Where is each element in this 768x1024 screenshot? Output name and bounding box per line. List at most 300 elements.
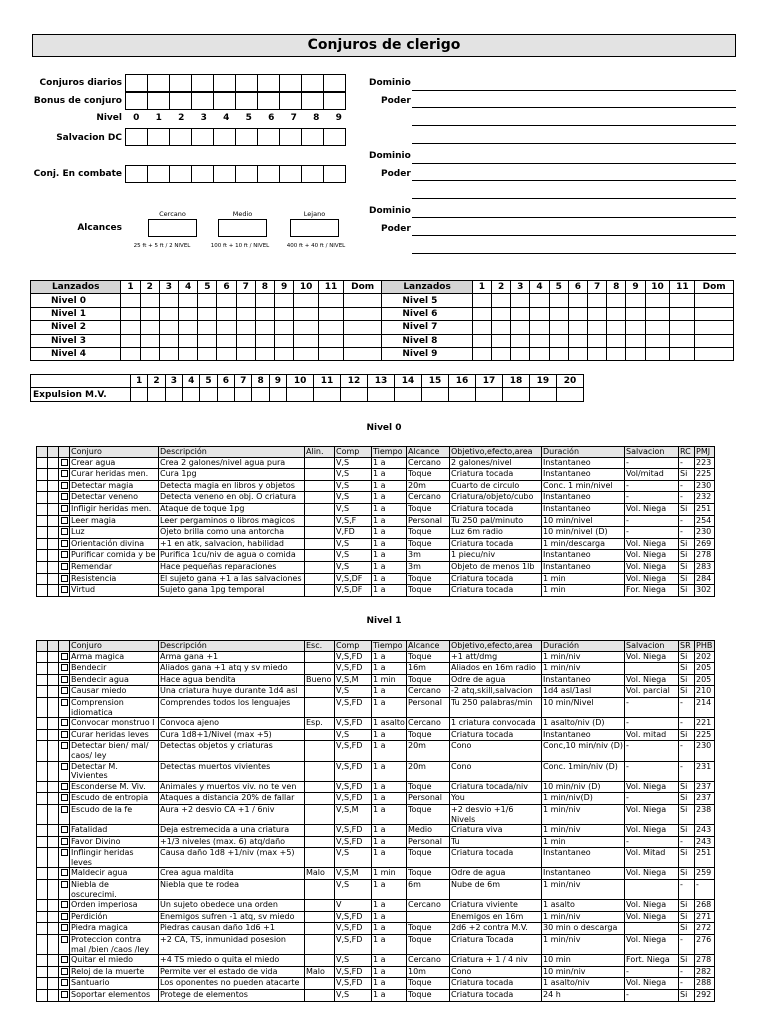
expulsion-col-header: 12 — [341, 375, 368, 388]
lanzados-cell[interactable] — [670, 321, 695, 334]
spell-cell: Criatura tocada — [450, 978, 542, 990]
lanzados-cell[interactable] — [121, 347, 140, 360]
spell-cell: Cura 1pg — [159, 469, 305, 481]
spell-cell: Enemigos en 16m — [450, 911, 542, 923]
spell-cell: 1 a — [372, 741, 407, 761]
spell-checkbox[interactable] — [61, 881, 68, 888]
spell-cell: Instantaneo — [542, 674, 625, 686]
lanzados-cell[interactable] — [275, 321, 294, 334]
expulsion-cell[interactable] — [341, 388, 368, 401]
spell-checkbox[interactable] — [61, 676, 68, 683]
spell-cell: 278 — [695, 955, 715, 967]
spell-cell: 10 min/Nivel — [542, 697, 625, 717]
lanzados-cell[interactable] — [198, 347, 217, 360]
lanzados-cell[interactable] — [472, 307, 491, 320]
spell-checkbox[interactable] — [61, 575, 68, 582]
lanzados-cell[interactable] — [275, 347, 294, 360]
expulsion-cell[interactable] — [529, 388, 556, 401]
lanzados-col-header: 11 — [670, 281, 695, 294]
spell-cell: Toque — [407, 978, 450, 990]
lanzados-cell[interactable] — [511, 347, 530, 360]
lanzados-cell[interactable] — [645, 294, 670, 307]
spell-cell: Cura 1d8+1/Nivel (max +5) — [159, 729, 305, 741]
spell-cell: Si — [679, 804, 695, 824]
spell-checkbox[interactable] — [61, 742, 68, 749]
expulsion-cell[interactable] — [269, 388, 286, 401]
lanzados-cell[interactable] — [198, 307, 217, 320]
lanzados-cell[interactable] — [511, 321, 530, 334]
spell-cell: Toque — [407, 923, 450, 935]
spell-cell: Piedras causan daño 1d6 +1 — [159, 923, 305, 935]
lanzados-cell[interactable] — [695, 321, 734, 334]
dominio-line-1[interactable] — [412, 90, 736, 91]
spell-cell: Vol. Mitad — [625, 848, 679, 868]
spell-cell: Aliados gana +1 atq y sv miedo — [159, 663, 305, 675]
lanzados-cell[interactable] — [645, 347, 670, 360]
lanzados-cell[interactable] — [294, 294, 319, 307]
spell-blank — [37, 651, 48, 663]
lanzados-cell[interactable] — [695, 334, 734, 347]
spell-cell — [305, 923, 335, 935]
poder-line-3a[interactable] — [412, 235, 736, 236]
spell-blank — [37, 781, 48, 793]
spell-cell: V,S — [335, 686, 372, 698]
spell-checkbox[interactable] — [61, 517, 68, 524]
spell-blank — [48, 900, 59, 912]
spell-cell: Toque — [407, 573, 450, 585]
spell-checkbox[interactable] — [61, 901, 68, 908]
spell-cell: 1 criatura convocada — [450, 718, 542, 730]
spell-blank — [37, 527, 48, 539]
spell-checkbox[interactable] — [61, 699, 68, 706]
lanzados-row — [31, 334, 734, 347]
spell-checkbox[interactable] — [61, 653, 68, 660]
spell-blank — [37, 492, 48, 504]
expulsion-cell[interactable] — [148, 388, 165, 401]
spell-blank — [37, 868, 48, 880]
spell-row — [37, 718, 715, 730]
spell-cell: Curar heridas leves — [70, 729, 159, 741]
lanzados-cell[interactable] — [319, 321, 344, 334]
spell-checkbox[interactable] — [61, 924, 68, 931]
lanzados-cell[interactable] — [159, 321, 178, 334]
lanzados-cell[interactable] — [491, 347, 510, 360]
lanzados-cell[interactable] — [607, 334, 626, 347]
lanzados-cell[interactable] — [472, 334, 491, 347]
spell-checkbox[interactable] — [61, 838, 68, 845]
spell-checkbox[interactable] — [61, 551, 68, 558]
lanzados-cell[interactable] — [198, 294, 217, 307]
lanzados-cell[interactable] — [140, 334, 159, 347]
lanzados-cell[interactable] — [568, 347, 587, 360]
spell-cell: Proteccion contra mal /bien /caos /ley — [70, 935, 159, 955]
spell-cell: Perdición — [70, 911, 159, 923]
lanzados-cell[interactable] — [159, 347, 178, 360]
expulsion-col-header: 8 — [252, 375, 269, 388]
poder-line-1a[interactable] — [412, 107, 736, 108]
expulsion-col-header: 17 — [475, 375, 502, 388]
spell-cell: Hace pequeñas reparaciones — [159, 561, 305, 573]
lanzados-cell[interactable] — [217, 347, 236, 360]
spell-checkbox[interactable] — [61, 794, 68, 801]
spell-cell: 1 a — [372, 573, 407, 585]
spell-checkbox[interactable] — [61, 482, 68, 489]
spell-checkbox-cell — [59, 651, 70, 663]
lanzados-cell[interactable] — [472, 347, 491, 360]
spell-row — [37, 457, 715, 469]
spell-cell: 1 min/niv — [542, 935, 625, 955]
spell-cell: Animales y muertos viv. no te ven — [159, 781, 305, 793]
lanzados-cell[interactable] — [588, 334, 607, 347]
spell-checkbox[interactable] — [61, 913, 68, 920]
lanzados-cell[interactable] — [236, 347, 255, 360]
spell-checkbox[interactable] — [61, 687, 68, 694]
expulsion-corner — [31, 375, 131, 388]
lanzados-cell[interactable] — [179, 334, 198, 347]
spell-cell — [305, 935, 335, 955]
spell-cell — [305, 697, 335, 717]
expulsion-cell[interactable] — [287, 388, 314, 401]
lanzados-cell[interactable] — [491, 334, 510, 347]
lanzados-cell[interactable] — [695, 294, 734, 307]
spell-cell: 1 a — [372, 900, 407, 912]
spell-cell: Detectar bien/ mal/ caos/ ley — [70, 741, 159, 761]
expulsion-cell[interactable] — [200, 388, 217, 401]
header-blank — [59, 447, 70, 458]
lanzados-cell[interactable] — [159, 307, 178, 320]
lanzados-cell[interactable] — [121, 307, 140, 320]
lanzados-cell[interactable] — [319, 307, 344, 320]
salvacion-cells[interactable] — [125, 128, 346, 146]
spell-cell: Si — [679, 848, 695, 868]
spell-cell: Si — [679, 663, 695, 675]
lanzados-cell[interactable] — [294, 307, 319, 320]
lanzados-cell[interactable] — [491, 307, 510, 320]
expulsion-cell[interactable] — [217, 388, 234, 401]
lanzados-cell[interactable] — [645, 334, 670, 347]
lanzados-cell[interactable] — [626, 321, 645, 334]
lanzados-cell[interactable] — [626, 294, 645, 307]
lanzados-cell[interactable] — [670, 334, 695, 347]
expulsion-cell[interactable] — [183, 388, 200, 401]
lanzados-cell[interactable] — [472, 294, 491, 307]
lanzados-cell[interactable] — [568, 294, 587, 307]
lanzados-cell[interactable] — [343, 307, 381, 320]
lanzados-cell[interactable] — [588, 321, 607, 334]
poder-line-2a[interactable] — [412, 180, 736, 181]
lanzados-cell[interactable] — [568, 334, 587, 347]
lanzados-cell[interactable] — [530, 307, 549, 320]
spell-cell: Criatura tocada — [450, 573, 542, 585]
lanzados-cell[interactable] — [549, 294, 568, 307]
lanzados-cell[interactable] — [530, 294, 549, 307]
poder-line-1c[interactable] — [412, 143, 736, 144]
spell-checkbox[interactable] — [61, 826, 68, 833]
spell-cell: Criatura tocada — [450, 538, 542, 550]
lanzados-cell[interactable] — [588, 307, 607, 320]
lanzados-cell[interactable] — [343, 334, 381, 347]
lanzados-cell[interactable] — [255, 294, 274, 307]
lanzados-cell[interactable] — [179, 347, 198, 360]
spell-checkbox-cell — [59, 663, 70, 675]
range-cercano-box[interactable] — [148, 219, 197, 237]
lanzados-cell[interactable] — [645, 321, 670, 334]
lanzados-cell[interactable] — [255, 347, 274, 360]
spell-checkbox[interactable] — [61, 936, 68, 943]
spell-checkbox[interactable] — [61, 763, 68, 770]
spell-cell: - — [625, 990, 679, 1002]
spell-cell: 1 a — [372, 527, 407, 539]
spell-cell: 16m — [407, 663, 450, 675]
lanzados-cell[interactable] — [670, 347, 695, 360]
spell-cell: Malo — [305, 868, 335, 880]
lanzados-cell[interactable] — [121, 294, 140, 307]
lanzados-cell[interactable] — [236, 294, 255, 307]
spell-blank — [48, 741, 59, 761]
range-lejano-box[interactable] — [290, 219, 339, 237]
spell-checkbox[interactable] — [61, 979, 68, 986]
lanzados-cell[interactable] — [670, 294, 695, 307]
lanzados-cell[interactable] — [140, 294, 159, 307]
expulsion-cell[interactable] — [556, 388, 583, 401]
lanzados-cell[interactable] — [217, 321, 236, 334]
spell-checkbox[interactable] — [61, 968, 68, 975]
expulsion-cell[interactable] — [131, 388, 148, 401]
lanzados-cell[interactable] — [491, 294, 510, 307]
lanzados-cell[interactable] — [626, 334, 645, 347]
spell-blank — [37, 573, 48, 585]
lanzados-cell[interactable] — [179, 321, 198, 334]
lanzados-cell[interactable] — [343, 321, 381, 334]
poder-line-3b[interactable] — [412, 253, 736, 254]
spell-cell: V,S — [335, 457, 372, 469]
bonus-cells[interactable] — [125, 92, 346, 110]
spell-cell: 1 asalto — [542, 900, 625, 912]
spell-checkbox[interactable] — [61, 731, 68, 738]
spell-checkbox[interactable] — [61, 869, 68, 876]
lanzados-cell[interactable] — [255, 307, 274, 320]
expulsion-cell[interactable] — [422, 388, 449, 401]
lanzados-cell[interactable] — [511, 307, 530, 320]
expulsion-cell[interactable] — [502, 388, 529, 401]
spell-cell — [305, 527, 335, 539]
lanzados-row — [31, 307, 734, 320]
lanzados-cell[interactable] — [568, 321, 587, 334]
lanzados-cell[interactable] — [294, 321, 319, 334]
spell-cell: 1 a — [372, 457, 407, 469]
lanzados-cell[interactable] — [530, 334, 549, 347]
spell-checkbox[interactable] — [61, 783, 68, 790]
expulsion-cell[interactable] — [395, 388, 422, 401]
expulsion-cell[interactable] — [475, 388, 502, 401]
range-medio-box[interactable] — [218, 219, 267, 237]
lanzados-cell[interactable] — [511, 334, 530, 347]
spell-checkbox[interactable] — [61, 505, 68, 512]
spell-cell: 2d6 +2 contra M.V. — [450, 923, 542, 935]
lanzados-cell[interactable] — [549, 347, 568, 360]
lanzados-cell[interactable] — [530, 347, 549, 360]
lanzados-cell[interactable] — [217, 334, 236, 347]
spell-cell: Toque — [407, 848, 450, 868]
lanzados-cell[interactable] — [607, 307, 626, 320]
lanzados-cell[interactable] — [275, 307, 294, 320]
spell-row — [37, 966, 715, 978]
spell-cell: Instantaneo — [542, 469, 625, 481]
spell-checkbox[interactable] — [61, 806, 68, 813]
spell-cell: - — [625, 836, 679, 848]
expulsion-cell[interactable] — [449, 388, 476, 401]
lanzados-cell[interactable] — [159, 294, 178, 307]
lanzados-cell[interactable] — [121, 321, 140, 334]
spell-blank — [48, 651, 59, 663]
spell-cell: 1 a — [372, 651, 407, 663]
spell-cell: 243 — [695, 836, 715, 848]
lanzados-cell[interactable] — [140, 347, 159, 360]
spell-cell: Si — [679, 550, 695, 562]
dominio-line-2[interactable] — [412, 163, 736, 164]
spell-cell: 243 — [695, 825, 715, 837]
lanzados-cell[interactable] — [607, 347, 626, 360]
lanzados-cell[interactable] — [275, 334, 294, 347]
spell-cell: Leer pergaminos o libros magicos — [159, 515, 305, 527]
lanzados-cell[interactable] — [255, 321, 274, 334]
spell-checkbox[interactable] — [61, 528, 68, 535]
spell-checkbox[interactable] — [61, 459, 68, 466]
poder-line-2b[interactable] — [412, 198, 736, 199]
spell-blank — [48, 585, 59, 597]
spell-checkbox[interactable] — [61, 540, 68, 547]
spell-cell: 20m — [407, 761, 450, 781]
expulsion-col-header: 14 — [395, 375, 422, 388]
lanzados-cell[interactable] — [607, 321, 626, 334]
spell-checkbox[interactable] — [61, 563, 68, 570]
lanzados-cell[interactable] — [695, 347, 734, 360]
lanzados-cell[interactable] — [159, 334, 178, 347]
lanzados-cell[interactable] — [670, 307, 695, 320]
lanzados-cell[interactable] — [645, 307, 670, 320]
lanzados-cell[interactable] — [626, 347, 645, 360]
spell-checkbox[interactable] — [61, 991, 68, 998]
lanzados-cell[interactable] — [294, 334, 319, 347]
lanzados-cell[interactable] — [198, 334, 217, 347]
expulsion-cell[interactable] — [165, 388, 182, 401]
lanzados-cell[interactable] — [588, 347, 607, 360]
expulsion-cell[interactable] — [314, 388, 341, 401]
spell-cell: Si — [679, 868, 695, 880]
combate-cells[interactable] — [125, 165, 346, 183]
lanzados-cell[interactable] — [343, 347, 381, 360]
spell-cell: Purificar comida y be — [70, 550, 159, 562]
lanzados-cell[interactable] — [530, 321, 549, 334]
lanzados-col-header: 8 — [255, 281, 274, 294]
spell-checkbox[interactable] — [61, 849, 68, 856]
spell-cell: 238 — [695, 804, 715, 824]
expulsion-col-header: 16 — [449, 375, 476, 388]
lanzados-cell[interactable] — [549, 334, 568, 347]
lanzados-cell[interactable] — [217, 294, 236, 307]
lanzados-cell[interactable] — [588, 294, 607, 307]
poder-line-1b[interactable] — [412, 125, 736, 126]
lanzados-cell[interactable] — [179, 294, 198, 307]
lanzados-cell[interactable] — [319, 347, 344, 360]
dominio-line-3[interactable] — [412, 217, 736, 218]
spell-checkbox[interactable] — [61, 956, 68, 963]
lanzados-cell[interactable] — [319, 334, 344, 347]
spell-blank — [48, 990, 59, 1002]
lanzados-cell[interactable] — [343, 294, 381, 307]
nivel1-header: SR — [679, 641, 695, 652]
spell-checkbox[interactable] — [61, 493, 68, 500]
lanzados-col-header: 1 — [121, 281, 140, 294]
lanzados-cell[interactable] — [140, 307, 159, 320]
lanzados-cell[interactable] — [236, 321, 255, 334]
lanzados-cell[interactable] — [121, 334, 140, 347]
spell-cell: +4 TS miedo o quita el miedo — [159, 955, 305, 967]
spell-checkbox[interactable] — [61, 470, 68, 477]
spell-row — [37, 561, 715, 573]
lanzados-cell[interactable] — [607, 294, 626, 307]
spell-cell: V,S — [335, 848, 372, 868]
spell-checkbox-cell — [59, 825, 70, 837]
spell-cell: 1 min/niv — [542, 651, 625, 663]
lanzados-cell[interactable] — [217, 307, 236, 320]
spell-checkbox[interactable] — [61, 586, 68, 593]
expulsion-cell[interactable] — [252, 388, 269, 401]
expulsion-cell[interactable] — [368, 388, 395, 401]
spell-blank — [37, 880, 48, 900]
spell-cell: Esconderse M. Viv. — [70, 781, 159, 793]
lanzados-cell[interactable] — [549, 321, 568, 334]
lanzados-cell[interactable] — [491, 321, 510, 334]
nivel0-header: Comp — [335, 447, 372, 458]
spell-cell: Bendecir — [70, 663, 159, 675]
lanzados-cell[interactable] — [695, 307, 734, 320]
spell-cell: Protege de elementos — [159, 990, 305, 1002]
spell-checkbox-cell — [59, 718, 70, 730]
conjuros-diarios-cells[interactable] — [125, 74, 346, 92]
lanzados-cell[interactable] — [472, 321, 491, 334]
lanzados-cell[interactable] — [568, 307, 587, 320]
spell-cell: Soportar elementos — [70, 990, 159, 1002]
spell-cell: V — [335, 900, 372, 912]
lanzados-cell[interactable] — [236, 334, 255, 347]
spell-cell: V,S — [335, 561, 372, 573]
lanzados-cell[interactable] — [626, 307, 645, 320]
spell-checkbox[interactable] — [61, 719, 68, 726]
spell-blank — [37, 585, 48, 597]
spell-blank — [48, 457, 59, 469]
lanzados-cell[interactable] — [319, 294, 344, 307]
spell-row — [37, 663, 715, 675]
lanzados-cell[interactable] — [236, 307, 255, 320]
spell-cell: 223 — [695, 457, 715, 469]
spell-cell: Cono — [450, 966, 542, 978]
lanzados-cell[interactable] — [294, 347, 319, 360]
spell-cell: Instantaneo — [542, 729, 625, 741]
spell-checkbox-cell — [59, 761, 70, 781]
lanzados-cell[interactable] — [255, 334, 274, 347]
lanzados-cell[interactable] — [198, 321, 217, 334]
lanzados-cell[interactable] — [511, 294, 530, 307]
lanzados-cell[interactable] — [275, 294, 294, 307]
lanzados-cell[interactable] — [179, 307, 198, 320]
expulsion-cell[interactable] — [235, 388, 252, 401]
lanzados-cell[interactable] — [549, 307, 568, 320]
spell-blank — [37, 900, 48, 912]
lanzados-row-label: Nivel 9 — [382, 347, 472, 360]
spell-checkbox[interactable] — [61, 664, 68, 671]
lanzados-cell[interactable] — [140, 321, 159, 334]
